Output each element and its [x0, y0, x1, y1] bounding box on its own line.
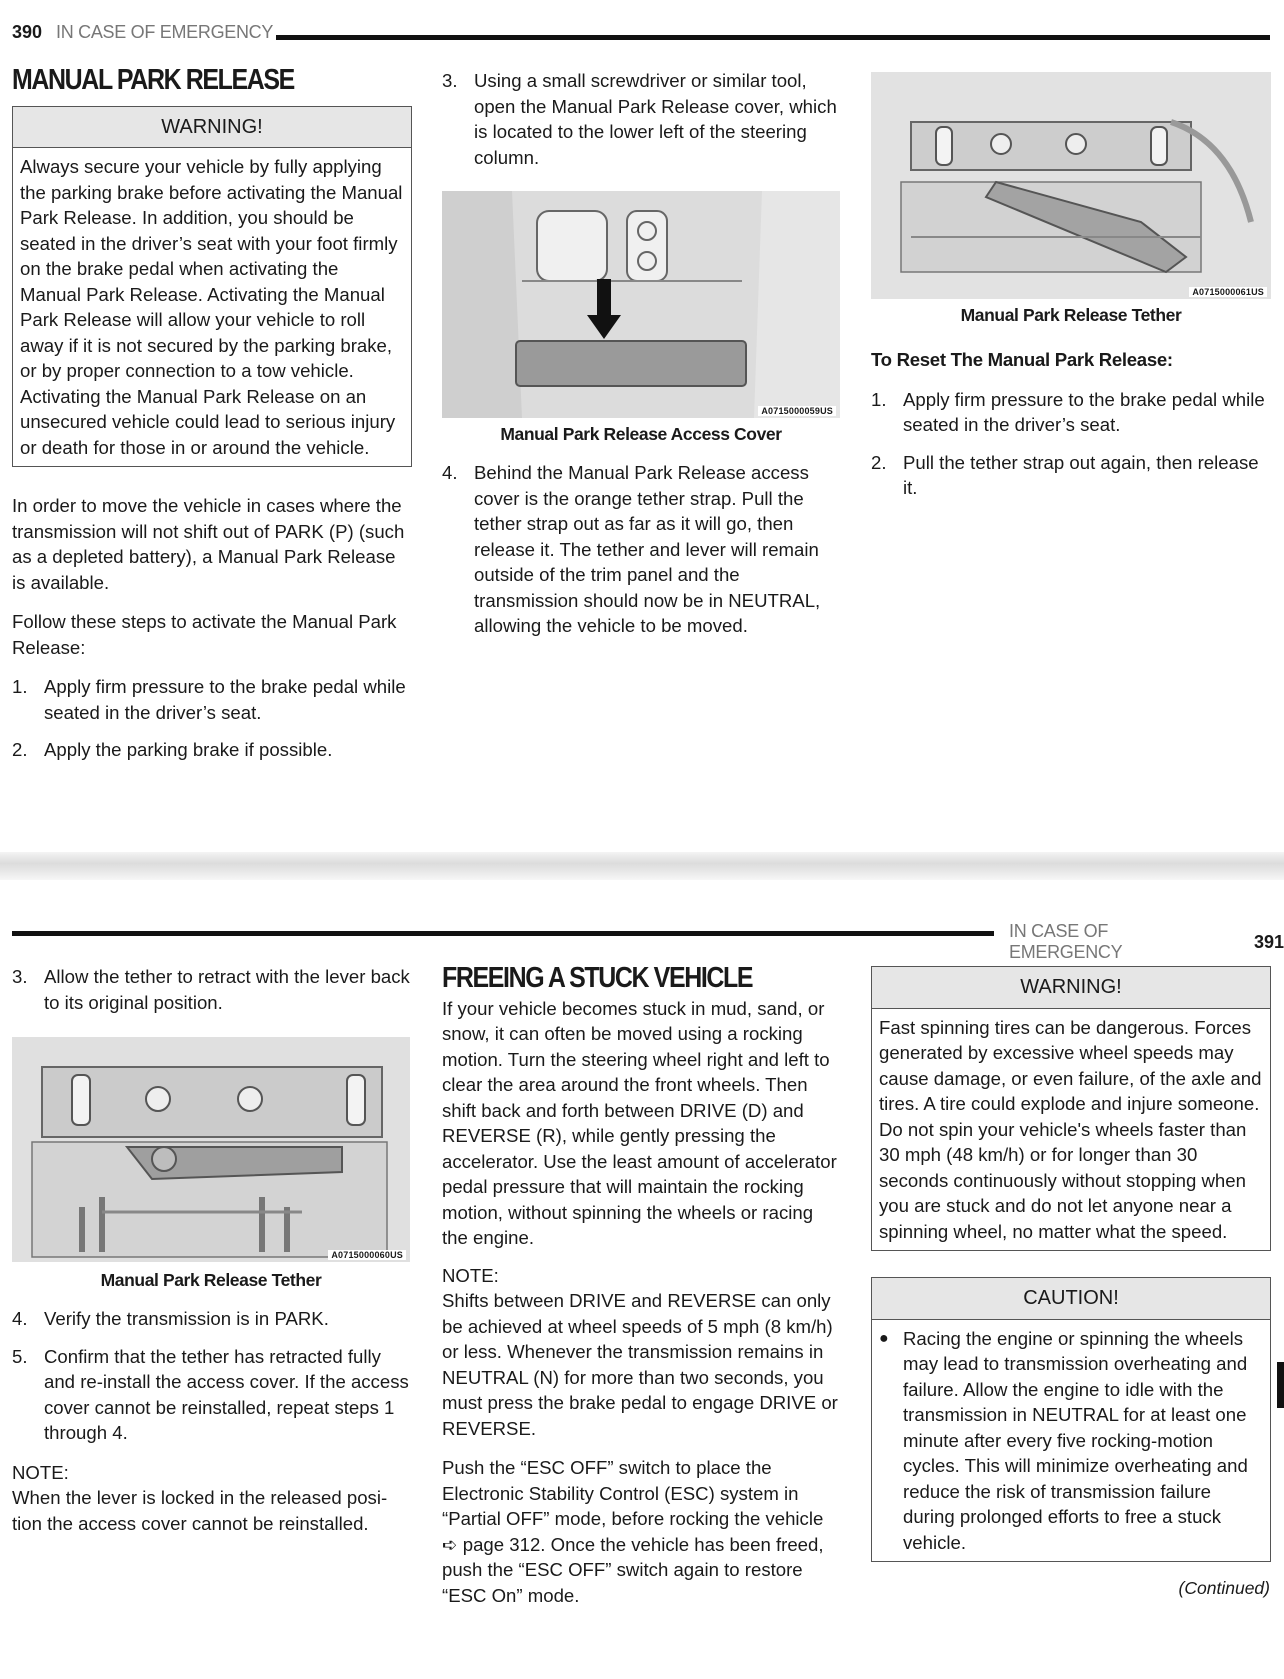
- figure-caption: Manual Park Release Tether: [100, 1270, 322, 1290]
- page-separator: [0, 852, 1284, 880]
- warning-box: [12, 106, 412, 468]
- list-item: 3. Allow the tether to retract with the lever back to its original position.: [12, 966, 410, 1013]
- column-middle: [442, 68, 842, 182]
- note-label: NOTE:: [12, 1461, 69, 1483]
- list-item: 3. Using a small screwdriver or similar tool, open the Manual Park Release cover, which is located to the lower left of the steering column.: [442, 70, 837, 168]
- figure-code: A0715000061US: [1189, 287, 1267, 297]
- list-item: 1. Apply firm pressure to the brake pedal while seated in the driver’s seat.: [871, 388, 1265, 435]
- section-heading: FREEING A STUCK VEHICLE: [442, 962, 753, 994]
- esc-paragraph: Push the “ESC OFF” switch to place the Electronic Stability Control (ESC) system in “Partial OFF” mode, before rocking the vehicle ➪ page 312. Once the vehicle has been freed, push the “ESC OFF” switch again to restore “ESC On” mode.: [442, 1457, 824, 1606]
- note-text: When the lever is locked in the released posi- tion the access cover cannot be reinstalled.: [12, 1487, 388, 1534]
- list-item: 5. Confirm that the tether has retracted fully and re-install the access cover. If the access cover cannot be reinstalled, repeat steps 1 through 4.: [12, 1345, 409, 1443]
- tether-retract-figure: [12, 1037, 410, 1262]
- warning-box: [871, 966, 1271, 1251]
- reset-heading: To Reset The Manual Park Release:: [871, 349, 1173, 370]
- intro-paragraph: In order to move the vehicle in cases where the transmission will not shift out of PARK (P) (such as a depleted battery), a Manual Park Release is available.: [12, 495, 405, 593]
- page-header: [12, 22, 273, 43]
- column-middle-lower: [442, 460, 842, 651]
- warning-text: Always secure your vehicle by fully applying the parking brake before activating the Manual Park Release. In addition, you should be seated in the driver’s seat with your foot firmly on the brake pedal when activating the Manual Park Release. Activating the Manual Park Release will allow your vehicle to roll away if it is not secured by the parking brake, or by proper connection to a tow vehicle. Activating the Manual Park Release on an unsecured vehicle could lead to serious injury or death for those in or around the vehicle.: [20, 156, 403, 458]
- caution-bullet: [872, 1320, 1270, 1562]
- caution-text: Racing the engine or spinning the wheels may lead to transmission overheating and failure. Allow the engine to idle with the transmission in NEUTRAL for at least one minute after every five rocking-motion cycles. This will minimize overheating and reduce the risk of transmission failure during prolonged efforts to free a stuck vehicle.: [903, 1327, 1248, 1553]
- list-item: 2. Apply the parking brake if possible.: [12, 739, 333, 760]
- column-left: [12, 964, 412, 1027]
- note-text: Shifts between DRIVE and REVERSE can only be achieved at wheel speeds of 5 mph (8 km/h) or less. Whenever the transmission remains in NEUTRAL (N) for more than two seconds, you must press the brake pedal to engage DRIVE or REVERSE.: [442, 1290, 838, 1439]
- note-label: NOTE:: [442, 1264, 499, 1286]
- header-rule: [276, 35, 1270, 40]
- continued-label: (Continued): [1178, 1578, 1270, 1598]
- figure-caption: Manual Park Release Access Cover: [500, 424, 782, 444]
- follow-paragraph: Follow these steps to activate the Manual Park Release:: [12, 611, 397, 658]
- list-item: 4. Verify the transmission is in PARK.: [12, 1308, 329, 1329]
- thumb-tab-marker: [1277, 1362, 1284, 1408]
- figure-code: A0715000060US: [328, 1250, 406, 1260]
- warning-text: Fast spinning tires can be dangerous. Forces generated by excessive wheel speeds may cause damage, or even failure, of the axle and tires. A tire could explode and injure someone. Do not spin your vehicle's wheels faster than 30 mph (48 km/h) or for longer than 30 seconds continuously without stopping when you are stuck and do not let anyone near a spinning wheel, no matter what the speed.: [879, 1016, 1262, 1242]
- list-item: 2. Pull the tether strap out again, then release it.: [871, 451, 1259, 498]
- list-item: 1. Apply firm pressure to the brake pedal while seated in the driver’s seat.: [12, 676, 406, 723]
- column-right: [871, 347, 1271, 513]
- list-item: 4. Behind the Manual Park Release access cover is the orange tether strap. Pull the tether strap out as far as it will go, then release it. The tether and lever will remain outside of the trim panel and the transmission should now be in NEUTRAL, allowing the vehicle to be moved.: [442, 462, 821, 636]
- section-title: IN CASE OF EMERGENCY: [1009, 921, 1123, 962]
- tether-figure: [871, 72, 1271, 299]
- page-391: [0, 880, 1284, 1679]
- steps-list: [12, 674, 412, 763]
- access-cover-figure: [442, 191, 840, 418]
- figure-code: A0715000059US: [758, 406, 836, 416]
- column-left: [12, 64, 412, 775]
- warning-heading: WARNING!: [872, 967, 1270, 1009]
- page-number: 390: [12, 22, 43, 42]
- page-header: [1009, 921, 1284, 963]
- warning-heading: WARNING!: [13, 107, 411, 149]
- column-right: [871, 966, 1271, 1562]
- figure-caption: Manual Park Release Tether: [960, 305, 1182, 325]
- caution-heading: CAUTION!: [872, 1278, 1270, 1320]
- rocking-paragraph: If your vehicle becomes stuck in mud, sand, or snow, it can often be moved using a rocking motion. Turn the steering wheel right and left to clear the area around the front wheels. Then shift back and forth between DRIVE (D) and REVERSE (R), while gently pressing the accelerator. Use the least amount of accelerator pedal pressure that will maintain the rocking motion, without spinning the wheels or racing the engine.: [442, 997, 837, 1248]
- bullet-icon: ●: [879, 1329, 889, 1347]
- caution-box: [871, 1277, 1271, 1562]
- section-heading: MANUAL PARK RELEASE: [12, 64, 294, 96]
- header-rule: [12, 931, 994, 936]
- section-title: IN CASE OF EMERGENCY: [56, 22, 274, 42]
- column-left-lower: [12, 1306, 412, 1536]
- page-number: 391: [1253, 931, 1284, 952]
- column-middle: [442, 964, 842, 1617]
